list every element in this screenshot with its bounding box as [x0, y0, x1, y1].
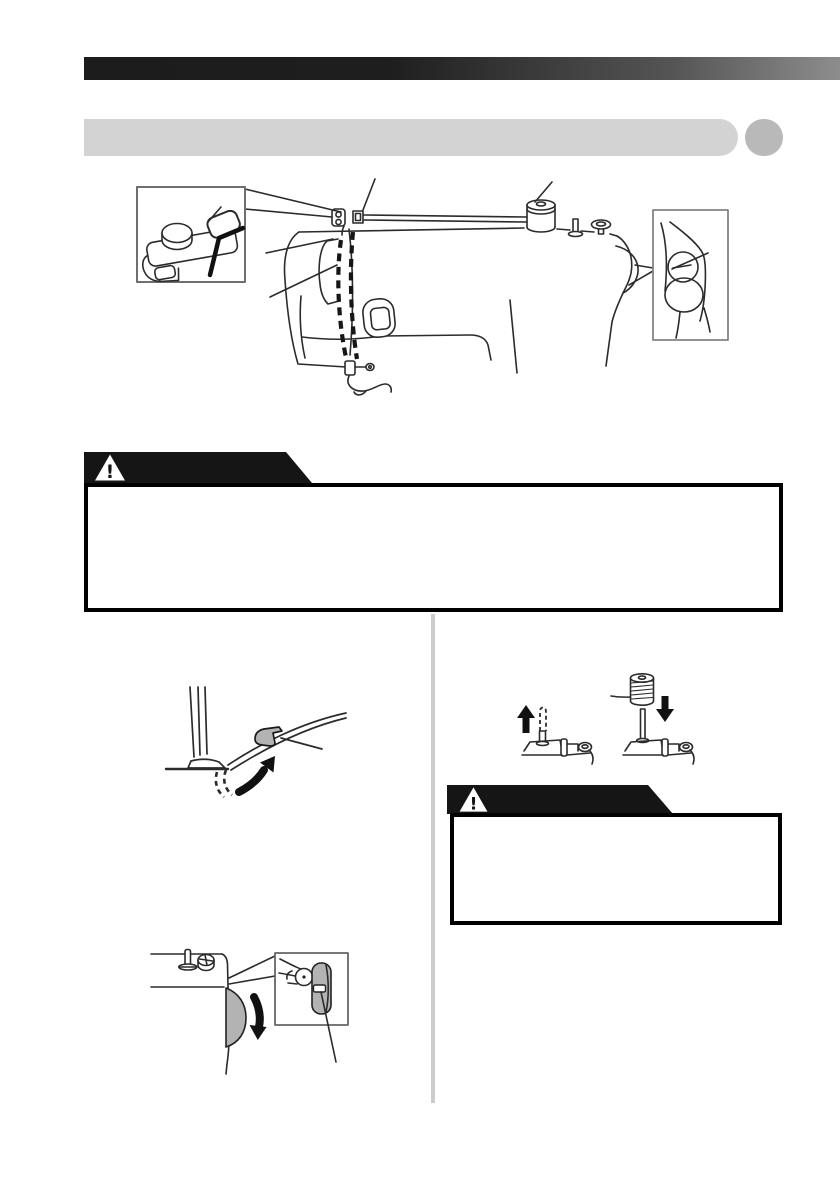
face-dial [362, 297, 397, 338]
presser-bar [166, 687, 228, 769]
column-divider [431, 614, 435, 1103]
chapter-rule-bar [84, 57, 840, 80]
warning-exclamation: ! [105, 462, 115, 482]
spool-cap [162, 224, 192, 250]
warning-exclamation: ! [469, 794, 478, 813]
warning-triangle-icon [93, 453, 127, 482]
handwheel [226, 988, 246, 1047]
spare-spool-pin [569, 219, 611, 237]
place-spool-step [611, 674, 694, 764]
caution-box-right [450, 813, 782, 925]
caution-box-main [84, 483, 783, 612]
handwheel-figure [145, 940, 395, 1080]
spool-pin-figure [498, 652, 738, 777]
upper-thread-spool [527, 182, 555, 232]
turn-arrow [250, 997, 267, 1040]
section-title-bar-end-cap [745, 119, 783, 156]
machine-top-rear [151, 950, 229, 1075]
needle-position-mark [314, 985, 326, 992]
presser-foot-lifter-figure [160, 675, 350, 810]
machine-arm-edge [228, 713, 346, 770]
needle-clamp-area [345, 361, 391, 395]
lowered-position-dashed [216, 770, 232, 797]
section-title-bar [84, 119, 738, 156]
upper-threading-figure [120, 178, 740, 408]
thread-wraps [631, 681, 653, 699]
up-arrow-icon [517, 705, 535, 718]
thread-tension-channel [319, 229, 357, 362]
warning-triangle-icon [457, 786, 490, 813]
callout-leader-lines [245, 189, 341, 297]
handwheel-inset [629, 210, 728, 340]
caution-banner-main [84, 452, 312, 483]
down-arrow-icon [656, 709, 674, 722]
thread-guide-assembly [332, 179, 527, 235]
spool-cap-inset [137, 187, 245, 286]
needle-mark-inset [229, 953, 348, 1062]
lever-leader-line [281, 738, 322, 749]
raise-spool-pin-step [517, 705, 593, 764]
caution-banner-right [447, 785, 673, 814]
